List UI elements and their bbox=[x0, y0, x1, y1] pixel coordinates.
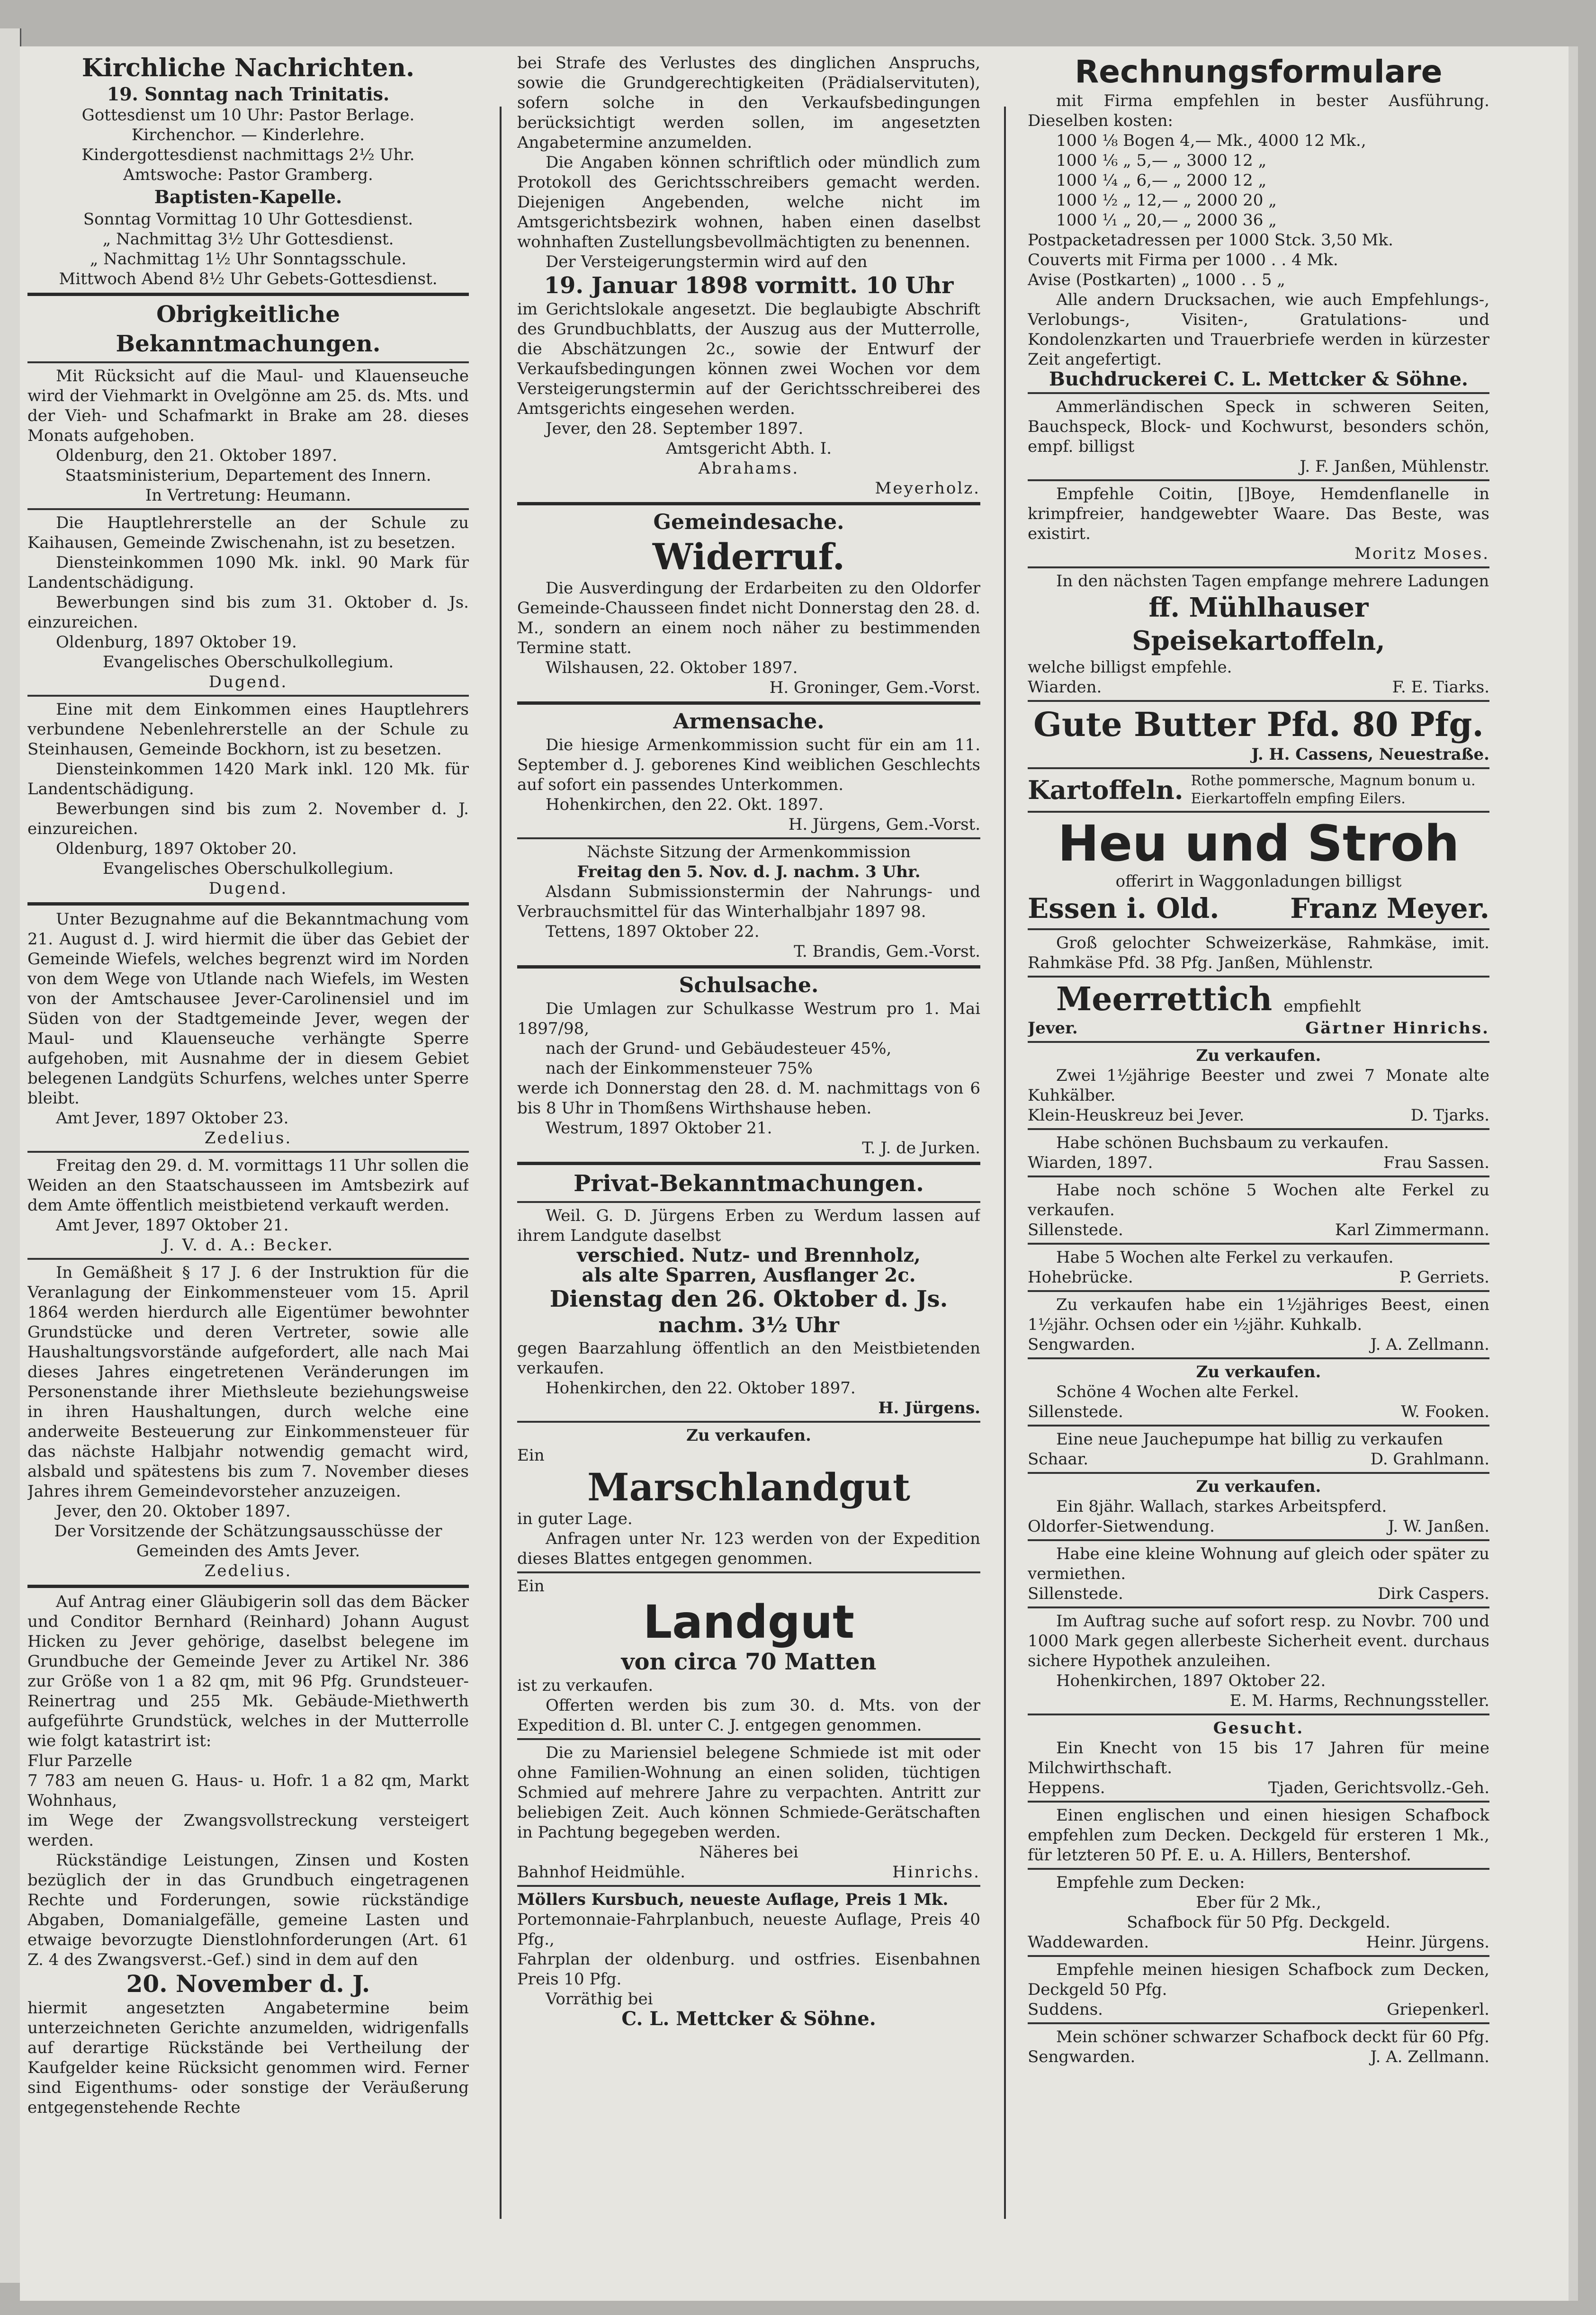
notice-date: Oldenburg, den 21. Oktober 1897. bbox=[56, 446, 338, 465]
column-rule bbox=[500, 107, 502, 2219]
notice-text: Der Versteigerungstermin wird auf den bbox=[546, 252, 868, 271]
for-sale-title: Zu verkaufen. bbox=[1196, 1046, 1321, 1065]
notice-signature: Abrahams. bbox=[698, 459, 799, 478]
notice-date: Hohenkirchen, den 22. Okt. 1897. bbox=[546, 795, 824, 814]
baptist-line: Sonntag Vormittag 10 Uhr Gottesdienst. bbox=[83, 210, 413, 229]
notice-text: bei Strafe des Verlustes des dinglichen Anspruchs, sowie die Grundgerechtigkeiten (Prädialservituten), sofern solche in den Verkaufsbedingungen berücksichtigt werden sollen, im angesetzten Angabetermine anzumelden. bbox=[517, 54, 980, 152]
ad-signature: J. H. Cassens, Neuestraße. bbox=[1251, 745, 1489, 764]
notice-text: gegen Baarzahlung öffentlich an den Meistbietenden verkaufen. bbox=[517, 1339, 980, 1378]
ad-signature-row bbox=[1028, 1584, 1489, 1604]
ad-text: Schafbock für 50 Pfg. Deckgeld. bbox=[1127, 1913, 1390, 1932]
ad-signature: Moritz Moses. bbox=[1354, 544, 1489, 563]
ad-text: Zwei 1½jährige Beester und zwei 7 Monate alte Kuhkälber. bbox=[1028, 1066, 1489, 1105]
price-row: 1000 ¼ „ 6,— „ 2000 12 „ bbox=[1056, 171, 1267, 190]
divider bbox=[1028, 1801, 1489, 1803]
horseradish-ad bbox=[1028, 980, 1489, 1018]
divider bbox=[1028, 928, 1489, 930]
ad-place: Sengwarden. bbox=[1028, 2047, 1136, 2066]
ad-place: Hohebrücke. bbox=[1028, 1268, 1133, 1287]
divider bbox=[1028, 2022, 1489, 2024]
notice-date: Amt Jever, 1897 Oktober 23. bbox=[56, 1109, 289, 1128]
ad-text: Empfehle meinen hiesigen Schafbock zum Decken, Deckgeld 50 Pfg. bbox=[1028, 1960, 1489, 1999]
for-sale-title: Zu verkaufen. bbox=[1196, 1363, 1321, 1382]
divider bbox=[1028, 1243, 1489, 1245]
ad-text: Anfragen unter Nr. 123 werden von der Expedition dieses Blattes entgegen genommen. bbox=[517, 1529, 980, 1568]
ad-text: Offerten werden bis zum 30. d. Mts. von der Expedition d. Bl. unter C. J. entgegen genommen. bbox=[517, 1696, 980, 1735]
marsh-estate-title: Marschlandgut bbox=[587, 1465, 910, 1509]
ad-signature: Gärtner Hinrichs. bbox=[1305, 1019, 1489, 1038]
revocation-title: Widerruf. bbox=[652, 536, 845, 578]
church-line: Gottesdienst um 10 Uhr: Pastor Berlage. bbox=[81, 106, 415, 125]
divider bbox=[517, 1885, 980, 1887]
community-title: Gemeindesache. bbox=[653, 510, 844, 534]
baptist-chapel-title: Baptisten-Kapelle. bbox=[154, 186, 342, 207]
divider bbox=[517, 502, 980, 505]
price-row: 1000 ⅛ Bogen 4,— Mk., 4000 12 Mk., bbox=[1056, 131, 1366, 150]
previous-page-edge bbox=[0, 28, 21, 2283]
ad-text: Zu verkaufen habe ein 1½jähriges Beest, einen 1½jähr. Ochsen oder ein ½jähr. Kuhkalb. bbox=[1028, 1295, 1489, 1334]
ad-text: Empfehle Coitin, []Boye, Hemdenflanelle in krimpfreier, handgewebter Waare. Das Beste, was existirt. bbox=[1028, 485, 1489, 543]
ad-place: Heppens. bbox=[1028, 1778, 1105, 1797]
ad-text: Eine neue Jauchepumpe hat billig zu verkaufen bbox=[1056, 1430, 1443, 1449]
ad-text: Ein bbox=[517, 1446, 545, 1465]
divider bbox=[1028, 392, 1489, 394]
ad-place: Jever. bbox=[1028, 1019, 1078, 1038]
parcel-header: Flur Parzelle bbox=[27, 1751, 133, 1770]
tax-line: nach der Grund- und Gebäudesteuer 45%, bbox=[546, 1039, 892, 1058]
ad-signature-row bbox=[1028, 1267, 1489, 1287]
church-line: Amtswoche: Pastor Gramberg. bbox=[123, 165, 373, 184]
church-news-title: Kirchliche Nachrichten. bbox=[81, 54, 415, 82]
ad-place: Waddewarden. bbox=[1028, 1933, 1149, 1952]
ad-signature: Griepenkerl. bbox=[1387, 2000, 1489, 2019]
price-row: 1000 ⅙ „ 5,— „ 3000 12 „ bbox=[1056, 151, 1267, 170]
price-row: 1000 ½ „ 12,— „ 2000 20 „ bbox=[1056, 191, 1277, 210]
for-sale-title: Zu verkaufen. bbox=[686, 1426, 811, 1445]
notice-text: Mit Rücksicht auf die Maul- und Klauenseuche wird der Viehmarkt in Ovelgönne am 25. ds. Mts. und der Vieh- und Schafmarkt in Brake am 28. dieses Monats aufgehoben. bbox=[27, 367, 469, 445]
divider bbox=[1028, 566, 1489, 568]
column-rule bbox=[1004, 107, 1006, 2219]
notice-signature: Dugend. bbox=[208, 879, 288, 898]
ad-signature: Heinr. Jürgens. bbox=[1366, 1933, 1489, 1952]
ad-date: Hohenkirchen, 1897 Oktober 22. bbox=[1056, 1671, 1326, 1690]
poor-relief-title: Armensache. bbox=[673, 709, 825, 734]
price-row: Couverts mit Firma per 1000 . . 4 Mk. bbox=[1028, 251, 1338, 269]
sale-time: nachm. 3½ Uhr bbox=[658, 1313, 839, 1337]
divider bbox=[1028, 479, 1489, 481]
ad-signature: F. E. Tiarks. bbox=[1392, 678, 1489, 697]
baptist-line: „ Nachmittag 3½ Uhr Gottesdienst. bbox=[102, 230, 394, 249]
notice-signature: H. Jürgens, Gem.-Vorst. bbox=[788, 815, 980, 834]
ad-signature: D. Tjarks. bbox=[1410, 1106, 1489, 1125]
ad-text: Ein 8jähr. Wallach, starkes Arbeitspferd. bbox=[1056, 1497, 1387, 1516]
notice-text: Die Umlagen zur Schulkasse Westrum pro 1. Mai 1897/98, bbox=[517, 999, 980, 1038]
divider bbox=[517, 1201, 980, 1203]
price-row: Postpacketadressen per 1000 Stck. 3,50 Mk. bbox=[1028, 231, 1393, 250]
notice-text: Weil. G. D. Jürgens Erben zu Werdum lassen auf ihrem Landgute daselbst bbox=[517, 1206, 980, 1245]
book-ad-line: Fahrplan der oldenburg. und ostfries. Eisenbahnen Preis 10 Pfg. bbox=[517, 1950, 980, 1989]
ad-signature-row bbox=[1028, 2000, 1489, 2019]
ad-text: Eber für 2 Mk., bbox=[1196, 1893, 1321, 1912]
ad-text: Einen englischen und einen hiesigen Schafbock empfehlen zum Decken. Deckgeld für ersteren 1 Mk., für letzteren 50 Pf. E. u. A. Hillers, Bentershof. bbox=[1028, 1806, 1489, 1865]
notice-date: Jever, den 28. September 1897. bbox=[546, 419, 804, 438]
divider bbox=[517, 1738, 980, 1740]
divider bbox=[517, 1421, 980, 1423]
ad-place: Sillenstede. bbox=[1028, 1220, 1123, 1239]
ad-text: Alle andern Drucksachen, wie auch Empfehlungs-, Verlobungs-, Visiten-, Gratulations- und Kondolenzkarten und Trauerbriefe werden in kürzester Zeit angefertigt. bbox=[1028, 290, 1489, 369]
parcel-row: 7 783 am neuen G. Haus- u. Hofr. 1 a 82 qm, Markt Wohnhaus, bbox=[27, 1771, 469, 1810]
ad-signature-row bbox=[1028, 677, 1489, 697]
ad-signature: W. Fooken. bbox=[1401, 1402, 1489, 1421]
book-ad-line: Möllers Kursbuch, neueste Auflage, Preis 1 Mk. bbox=[517, 1890, 949, 1909]
ad-text: in guter Lage. bbox=[517, 1509, 633, 1528]
notice-authority: Evangelisches Oberschulkollegium. bbox=[102, 653, 394, 672]
clerk-signature: Meyerholz. bbox=[875, 479, 980, 498]
divider bbox=[1028, 1955, 1489, 1957]
hay-straw-title: Heu und Stroh bbox=[1058, 815, 1460, 872]
notice-text: hiermit angesetzten Angabetermine beim unterzeichneten Gerichte anzumelden, widrigenfalls auf derartige Rückstände bei Vertheilung der Kaufgelder keine Rücksicht genommen wird. Ferner sind Eigenthums- oder sonstige der Veräußerung entgegenstehende Rechte bbox=[27, 1999, 469, 2117]
divider bbox=[1028, 1868, 1489, 1870]
baptist-line: Mittwoch Abend 8½ Uhr Gebets-Gottesdienst. bbox=[59, 269, 438, 288]
potato-ad-title: Kartoffeln. bbox=[1028, 775, 1184, 805]
ad-signature-row bbox=[1028, 1018, 1489, 1038]
butter-title: Gute Butter Pfd. 80 Pfg. bbox=[1033, 705, 1484, 744]
divider bbox=[1028, 1357, 1489, 1359]
official-notices-title: Obrigkeitliche Bekanntmachungen. bbox=[116, 301, 381, 357]
divider bbox=[517, 837, 980, 839]
ad-signature-row bbox=[1028, 1778, 1489, 1798]
divider bbox=[1028, 1425, 1489, 1427]
ad-text: Mein schöner schwarzer Schafbock deckt für 60 Pfg. bbox=[1056, 2028, 1489, 2046]
notice-text: Auf Antrag einer Gläubigerin soll das dem Bäcker und Conditor Bernhard (Reinhard) Johann August Hicken zu Jever gehörige, daselbst belegene im Grundbuche der Gemeinde Jever zu Artikel Nr. 386 zur Größe von 1 a 82 qm, mit 96 Pfg. Grundsteuer-Reinertrag und 255 Mk. Gebäude-Miethwerth aufgeführte Grundstück, welches in der Mutterrolle wie folgt katastrirt ist: bbox=[27, 1592, 469, 1750]
ad-signature-row bbox=[1028, 1402, 1489, 1422]
ad-signature: J. A. Zellmann. bbox=[1370, 1335, 1489, 1354]
notice-signature: H. Jürgens. bbox=[878, 1399, 980, 1418]
ad-text: welche billigst empfehle. bbox=[1028, 658, 1232, 677]
ad-signature-row bbox=[1028, 1932, 1489, 1952]
ad-text: Die zu Mariensiel belegene Schmiede ist mit oder ohne Familien-Wohnung an einen soliden, tüchtigen Schmied auf mehrere Jahre zu verpachten. Antritt zur beliebigen Zeit. Auch können Schmiede-Gerätschaften in Pachtung begegeben werden. bbox=[517, 1743, 980, 1842]
notice-authority: Amtsgericht Abth. I. bbox=[665, 439, 832, 458]
divider bbox=[1028, 1714, 1489, 1715]
notice-signature: T. Brandis, Gem.-Vorst. bbox=[794, 942, 980, 961]
ad-signature-row bbox=[1028, 1220, 1489, 1240]
divider bbox=[27, 1151, 469, 1153]
notice-signature: In Vertretung: Heumann. bbox=[145, 486, 351, 505]
ad-text: Schöne 4 Wochen alte Ferkel. bbox=[1056, 1382, 1300, 1401]
ad-signature-row bbox=[1028, 1153, 1489, 1173]
auction-date: 20. November d. J. bbox=[126, 1970, 370, 1998]
ad-signature-row bbox=[1028, 2047, 1489, 2067]
for-sale-title: Zu verkaufen. bbox=[1196, 1477, 1321, 1496]
divider bbox=[27, 508, 469, 510]
column-left bbox=[27, 53, 469, 2260]
notice-signature: T. J. de Jurken. bbox=[862, 1139, 980, 1158]
divider bbox=[27, 1585, 469, 1588]
divider bbox=[27, 902, 469, 906]
price-row: Avise (Postkarten) „ 1000 . . 5 „ bbox=[1028, 270, 1285, 289]
ad-place: Sillenstede. bbox=[1028, 1584, 1123, 1603]
ad-text: Habe eine kleine Wohnung auf gleich oder später zu vermiethen. bbox=[1028, 1544, 1489, 1583]
notice-signature: Zedelius. bbox=[204, 1561, 292, 1580]
ad-place: Oldorfer-Sietwendung. bbox=[1028, 1517, 1215, 1536]
wanted-title: Gesucht. bbox=[1213, 1719, 1304, 1738]
ad-text: Habe schönen Buchsbaum zu verkaufen. bbox=[1056, 1133, 1389, 1152]
divider bbox=[27, 361, 469, 363]
notice-date: Westrum, 1897 Oktober 21. bbox=[546, 1119, 772, 1138]
school-title: Schulsache. bbox=[679, 973, 819, 997]
horseradish-title: Meerrettich bbox=[1056, 980, 1273, 1018]
notice-date: Wilshausen, 22. Oktober 1897. bbox=[546, 658, 798, 677]
price-row: 1000 ¹⁄₁ „ 20,— „ 2000 36 „ bbox=[1056, 211, 1277, 230]
divider bbox=[1028, 811, 1489, 813]
divider bbox=[1028, 1606, 1489, 1608]
notice-text: In Gemäßheit § 17 J. 6 der Instruktion für die Veranlagung der Einkommensteuer vom 15. April 1864 werden hierdurch alle Eigentümer bewohnter Grundstücke und deren Vertreter, sowie alle Haushaltungsvorstände aufgefordert, alle nach Mai dieses Jahres eingetretenen Veränderungen im Personenstande ihrer Miethsleute beziehungsweise in ihren Haushaltungen, durch welche eine anderweite Besteuerung zur Einkommensteuer für das nächste Halbjahr notwendig gemacht wird, alsbald und spätestens bis zum 7. November dieses Jahres ihrem Gemeindevorsteher anzuzeigen. bbox=[27, 1263, 469, 1501]
ad-signature-row bbox=[1028, 1105, 1489, 1125]
divider bbox=[1028, 976, 1489, 978]
private-notices-title: Privat-Bekanntmachungen. bbox=[574, 1170, 924, 1197]
ad-text: Näheres bei bbox=[699, 1843, 798, 1862]
notice-text: Alsdann Submissionstermin der Nahrungs- und Verbrauchsmittel für das Winterhalbjahr 1897 98. bbox=[517, 882, 980, 921]
divider bbox=[517, 965, 980, 969]
church-news-subtitle: 19. Sonntag nach Trinitatis. bbox=[107, 83, 390, 105]
ad-signature-row bbox=[1028, 891, 1489, 925]
ad-signature: Tjaden, Gerichtsvollz.-Geh. bbox=[1268, 1778, 1489, 1797]
notice-text: Die Ausverdingung der Erdarbeiten zu den Oldorfer Gemeinde-Chausseen findet nicht Donnerstag den 28. d. M., sondern an einem noch näher zu bestimmenden Termine statt. bbox=[517, 579, 980, 657]
ad-signature-row bbox=[517, 1862, 980, 1882]
baptist-line: „ Nachmittag 1½ Uhr Sonntagsschule. bbox=[90, 250, 407, 269]
book-ad-line: Portemonnaie-Fahrplanbuch, neueste Auflage, Preis 40 Pfg., bbox=[517, 1910, 980, 1949]
divider bbox=[1028, 1128, 1489, 1130]
page-edge bbox=[1569, 46, 1578, 2301]
notice-text: Nächste Sitzung der Armenkommission bbox=[587, 843, 911, 861]
church-line: Kindergottesdienst nachmittags 2½ Uhr. bbox=[81, 145, 415, 164]
column-middle bbox=[517, 53, 980, 2260]
notice-text: Bewerbungen sind bis zum 2. November d. J. einzureichen. bbox=[27, 799, 469, 838]
divider bbox=[27, 1258, 469, 1260]
ad-signature: Dirk Caspers. bbox=[1378, 1584, 1489, 1603]
ad-signature-row bbox=[1028, 1449, 1489, 1469]
notice-text: Bewerbungen sind bis zum 31. Oktober d. Js. einzureichen. bbox=[27, 593, 469, 632]
ad-text: In den nächsten Tagen empfange mehrere Ladungen bbox=[1056, 572, 1489, 591]
section-rule bbox=[517, 1162, 980, 1165]
goods-line: als alte Sparren, Ausflanger 2c. bbox=[582, 1264, 916, 1286]
divider bbox=[27, 695, 469, 697]
divider bbox=[1028, 1539, 1489, 1541]
notice-authority: Der Vorsitzende der Schätzungsausschüsse der Gemeinden des Amts Jever. bbox=[54, 1522, 442, 1561]
notice-signature: Dugend. bbox=[208, 673, 288, 691]
divider bbox=[517, 1571, 980, 1573]
tax-line: nach der Einkommensteuer 75% bbox=[546, 1059, 813, 1078]
ad-place: Bahnhof Heidmühle. bbox=[517, 1863, 686, 1882]
estate-title: Landgut bbox=[643, 1596, 854, 1649]
section-rule bbox=[27, 293, 469, 296]
notice-date: Oldenburg, 1897 Oktober 20. bbox=[56, 839, 297, 858]
notice-text: Diensteinkommen 1420 Mark inkl. 120 Mk. für Landentschädigung. bbox=[27, 760, 469, 799]
divider bbox=[1028, 767, 1489, 769]
potato-ad bbox=[1028, 772, 1489, 808]
ad-signature: Hinrichs. bbox=[892, 1863, 980, 1882]
book-ad-line: Vorräthig bei bbox=[546, 1990, 653, 2009]
ad-text: Habe 5 Wochen alte Ferkel zu verkaufen. bbox=[1056, 1248, 1394, 1267]
ad-signature: E. M. Harms, Rechnungssteller. bbox=[1229, 1691, 1489, 1710]
ad-signature: D. Grahlmann. bbox=[1370, 1450, 1489, 1469]
notice-authority: Staatsministerium, Departement des Innern. bbox=[65, 466, 431, 485]
ad-text: Groß gelochter Schweizerkäse, Rahmkäse, imit. Rahmkäse Pfd. 38 Pfg. Janßen, Mühlenstr. bbox=[1028, 933, 1489, 972]
ad-text: Im Auftrag suche auf sofort resp. zu Novbr. 700 und 1000 Mark gegen allerbeste Sicherheit event. durchaus sichere Hypothek anzuleihen. bbox=[1028, 1612, 1489, 1670]
estate-subtitle: von circa 70 Matten bbox=[621, 1649, 877, 1675]
ad-place: Wiarden. bbox=[1028, 678, 1102, 697]
ad-signature-row bbox=[1028, 1516, 1489, 1536]
ad-place: Schaar. bbox=[1028, 1450, 1089, 1469]
ad-text: empfiehlt bbox=[1283, 997, 1361, 1016]
ad-text: Ein Knecht von 15 bis 17 Jahren für meine Milchwirthschaft. bbox=[1028, 1739, 1489, 1777]
ad-signature: Karl Zimmermann. bbox=[1335, 1220, 1489, 1239]
divider bbox=[517, 701, 980, 705]
notice-signature: J. V. d. A.: Becker. bbox=[162, 1236, 334, 1255]
ad-text: Ein bbox=[517, 1577, 545, 1596]
notice-text: Diensteinkommen 1090 Mk. inkl. 90 Mark für Landentschädigung. bbox=[27, 553, 469, 592]
notice-text: Die Hauptlehrerstelle an der Schule zu Kaihausen, Gemeinde Zwischenahn, ist zu besetzen. bbox=[27, 513, 469, 552]
church-line: Kirchenchor. — Kinderlehre. bbox=[131, 126, 365, 144]
ad-signature: Franz Meyer. bbox=[1290, 892, 1489, 924]
divider bbox=[1028, 1175, 1489, 1177]
meeting-date: Freitag den 5. Nov. d. J. nachm. 3 Uhr. bbox=[577, 862, 921, 881]
ad-text: mit Firma empfehlen in bester Ausführung. Dieselben kosten: bbox=[1028, 91, 1489, 130]
sale-date: Dienstag den 26. Oktober d. Js. bbox=[549, 1286, 948, 1312]
ad-signature: J. F. Janßen, Mühlenstr. bbox=[1300, 457, 1489, 476]
notice-authority: Evangelisches Oberschulkollegium. bbox=[102, 859, 394, 878]
notice-date: Tettens, 1897 Oktober 22. bbox=[546, 922, 760, 941]
notice-date: Oldenburg, 1897 Oktober 19. bbox=[56, 633, 297, 652]
ad-place: Suddens. bbox=[1028, 2000, 1103, 2019]
notice-signature: H. Groninger, Gem.-Vorst. bbox=[769, 678, 980, 697]
column-right bbox=[1028, 53, 1489, 2260]
ad-signature-row bbox=[1028, 1335, 1489, 1355]
invoice-forms-title: Rechnungsformulare bbox=[1075, 54, 1443, 90]
notice-text: im Gerichtslokale angesetzt. Die beglaubigte Abschrift des Grundbuchblatts, der Auszug aus der Mutterrolle, die Abschätzungen 2c., sowie der Entwurf der Verkaufsbedingungen können zwei Wochen vor dem Versteigerungstermin auf der Gerichtsschreiberei des Amtsgerichts eingesehen werden. bbox=[517, 300, 980, 418]
ad-signature: J. W. Janßen. bbox=[1388, 1517, 1489, 1536]
ad-place: Sengwarden. bbox=[1028, 1335, 1136, 1354]
notice-text: Eine mit dem Einkommen eines Hauptlehrers verbundene Nebenlehrerstelle an der Schule zu Steinhausen, Gemeinde Bockhorn, ist zu besetzen. bbox=[27, 700, 469, 759]
notice-signature: Zedelius. bbox=[204, 1129, 292, 1148]
ad-signature: J. A. Zellmann. bbox=[1370, 2047, 1489, 2066]
divider bbox=[1028, 700, 1489, 702]
ad-signature: Frau Sassen. bbox=[1383, 1153, 1489, 1172]
ad-text: Empfehle zum Decken: bbox=[1056, 1873, 1245, 1892]
printer-signature: Buchdruckerei C. L. Mettcker & Söhne. bbox=[1049, 368, 1468, 390]
notice-text: Freitag den 29. d. M. vormittags 11 Uhr sollen die Weiden an den Staatschausseen im Amtsbezirk auf dem Amte öffentlich meistbietend verkauft werden. bbox=[27, 1156, 469, 1215]
printer-signature: C. L. Mettcker & Söhne. bbox=[621, 2008, 876, 2030]
potato-title: ff. Mühlhauser Speisekartoffeln, bbox=[1132, 592, 1385, 656]
ad-place: Wiarden, 1897. bbox=[1028, 1153, 1153, 1172]
ad-signature: P. Gerriets. bbox=[1399, 1268, 1489, 1287]
ad-text: Habe noch schöne 5 Wochen alte Ferkel zu verkaufen. bbox=[1028, 1181, 1489, 1220]
auction-date: 19. Januar 1898 vormitt. 10 Uhr bbox=[544, 272, 954, 299]
ad-text: Rothe pommersche, Magnum bonum u. Eierkartoffeln empfing Eilers. bbox=[1191, 772, 1476, 807]
notice-text: im Wege der Zwangsvollstreckung versteigert werden. bbox=[27, 1811, 469, 1850]
notice-text: werde ich Donnerstag den 28. d. M. nachmittags von 6 bis 8 Uhr in Thomßens Wirthshause heben. bbox=[517, 1079, 980, 1118]
notice-text: Die Angaben können schriftlich oder mündlich zum Protokoll des Gerichtsschreibers gemacht werden. Diejenigen Angebenden, welche nicht im Amtsgerichtsbezirk wohnen, haben einen daselbst wohnhaften Zustellungsbevollmächtigten zu benennen. bbox=[517, 153, 980, 251]
divider bbox=[1028, 1290, 1489, 1292]
ad-text: Ammerländischen Speck in schweren Seiten, Bauchspeck, Block- und Kochwurst, besonders schön, empf. billigst bbox=[1028, 397, 1489, 456]
ad-place: Klein-Heuskreuz bei Jever. bbox=[1028, 1106, 1245, 1125]
ad-place: Sillenstede. bbox=[1028, 1402, 1123, 1421]
notice-date: Hohenkirchen, den 22. Oktober 1897. bbox=[546, 1379, 856, 1398]
ad-text: offerirt in Waggonladungen billigst bbox=[1115, 872, 1402, 891]
notice-text: Die hiesige Armenkommission sucht für ein am 11. September d. J. geborenes Kind weiblichen Geschlechts auf sofort ein passendes Unterkommen. bbox=[517, 736, 980, 794]
ad-place: Essen i. Old. bbox=[1028, 892, 1219, 924]
goods-line: verschied. Nutz- und Brennholz, bbox=[577, 1244, 921, 1266]
divider bbox=[1028, 1472, 1489, 1474]
notice-date: Jever, den 20. Oktober 1897. bbox=[56, 1502, 291, 1521]
divider bbox=[1028, 1041, 1489, 1043]
notice-date: Amt Jever, 1897 Oktober 21. bbox=[56, 1216, 289, 1235]
ad-text: ist zu verkaufen. bbox=[517, 1676, 654, 1695]
notice-text: Unter Bezugnahme auf die Bekanntmachung vom 21. August d. J. wird hiermit die über das Gebiet der Gemeinde Wiefels, welches begrenzt wird im Norden von dem Wege von Utlande nach Wiefels, im Westen von der Amtschausee Jever-Carolinensiel und im Süden von der Stadtgemeinde Jever, wegen der Maul- und Klauenseuche verhängte Sperre aufgehoben, mit Ausnahme der in diesem Gebiet belegenen Landgüts Schurfens, welches unter Sperre bleibt. bbox=[27, 910, 469, 1108]
notice-text: Rückständige Leistungen, Zinsen und Kosten bezüglich der in das Grundbuch eingetragenen Rechte und Forderungen, sowie rückständige Abgaben, Domanialgefälle, gemeine Lasten und etwaige bevorzugte Dienstlohnforderungen (Art. 61 Z. 4 des Zwangsverst.-Gef.) sind in dem auf den bbox=[27, 1851, 469, 1969]
